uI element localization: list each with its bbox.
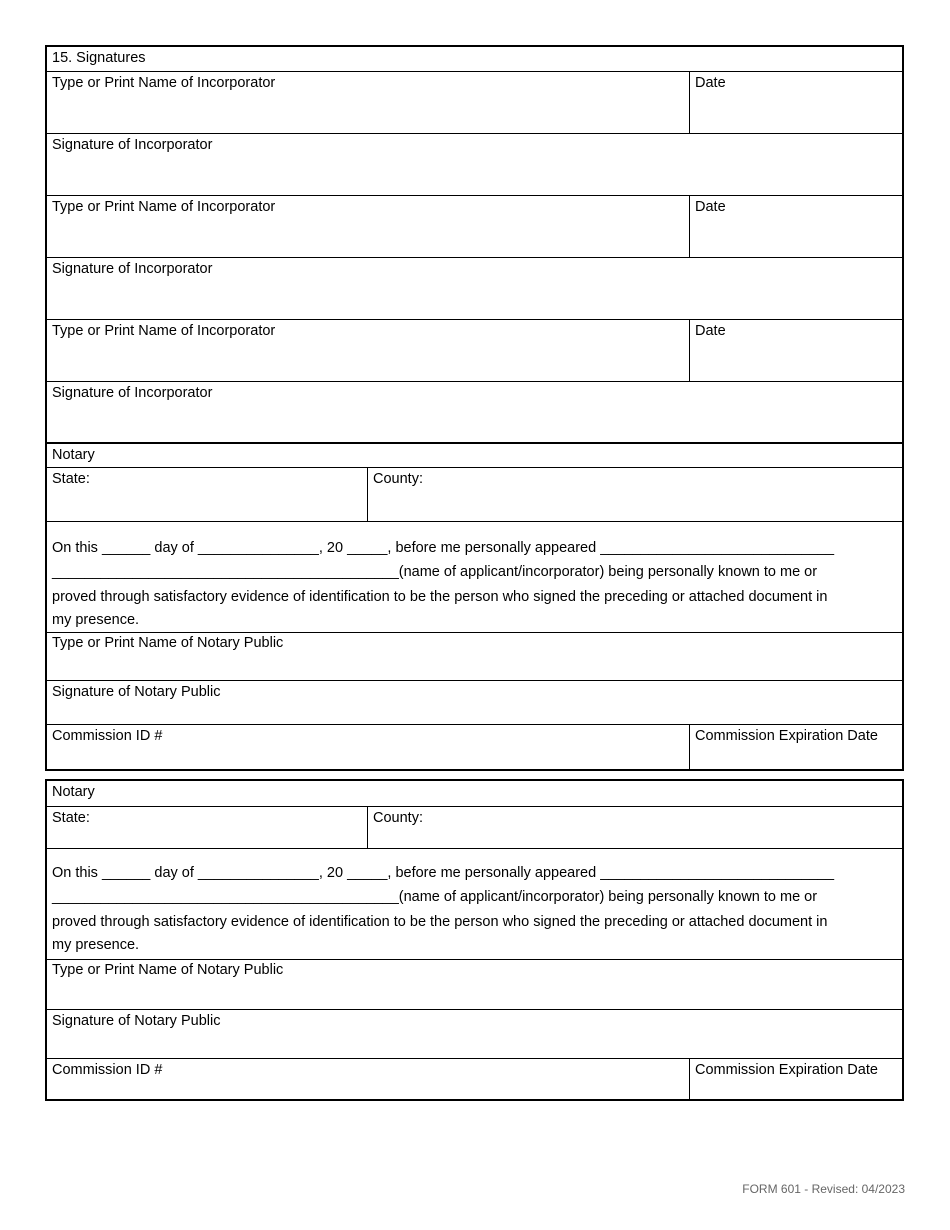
incorporator-signature-field[interactable] xyxy=(47,134,902,195)
state-label: State: xyxy=(52,810,90,826)
commission-row xyxy=(47,1058,902,1099)
notary-name-label: Type or Print Name of Notary Public xyxy=(52,962,284,978)
incorporator-signature-label: Signature of Incorporator xyxy=(52,137,213,153)
date-label: Date xyxy=(695,199,726,215)
notary-signature-label: Signature of Notary Public xyxy=(52,684,221,700)
commission-expiration-label: Commission Expiration Date xyxy=(695,1062,878,1078)
notary-signature-label: Signature of Notary Public xyxy=(52,1013,221,1029)
notary-location-row xyxy=(47,806,902,848)
commission-expiration-field[interactable] xyxy=(689,725,902,769)
commission-expiration-label: Commission Expiration Date xyxy=(695,728,878,744)
notary-signature-row xyxy=(47,1009,902,1058)
acknowledgment-line: my presence. xyxy=(52,611,140,628)
incorporator-name-label: Type or Print Name of Incorporator xyxy=(52,323,276,339)
notary-location-row xyxy=(47,467,902,521)
notary-title: Notary xyxy=(47,442,902,467)
notary-state-field[interactable] xyxy=(47,807,367,848)
acknowledgment-line: my presence. xyxy=(52,936,140,953)
incorporator-date-field[interactable] xyxy=(689,320,902,381)
notary-name-label: Type or Print Name of Notary Public xyxy=(52,635,284,651)
section-title: 15. Signatures xyxy=(52,50,146,66)
signatures-section xyxy=(45,45,904,771)
notary-acknowledgment xyxy=(47,521,902,632)
acknowledgment-line: proved through satisfactory evidence of identification to be the person who signed the preceding or attached document in xyxy=(52,913,828,930)
state-label: State: xyxy=(52,471,90,487)
form-revision-label: FORM 601 - Revised: 04/2023 xyxy=(742,1182,905,1196)
commission-id-field[interactable] xyxy=(47,1059,689,1099)
acknowledgment-line: ___________________________________________(name of applicant/incorporator) being personally known to me or xyxy=(52,889,818,906)
notary-county-field[interactable] xyxy=(367,468,902,521)
commission-id-field[interactable] xyxy=(47,725,689,769)
county-label: County: xyxy=(373,471,423,487)
incorporator-name-row xyxy=(47,195,902,257)
notary-signature-field[interactable] xyxy=(47,1010,902,1058)
notary-acknowledgment xyxy=(47,848,902,959)
notary-name-field[interactable] xyxy=(47,633,902,680)
incorporator-date-field[interactable] xyxy=(689,72,902,133)
notary-signature-row xyxy=(47,680,902,724)
commission-row xyxy=(47,724,902,769)
notary-name-row xyxy=(47,632,902,680)
incorporator-signature-row xyxy=(47,133,902,195)
acknowledgment-line: ___________________________________________(name of applicant/incorporator) being personally known to me or xyxy=(52,564,818,581)
incorporator-signature-field[interactable] xyxy=(47,258,902,319)
notary-county-field[interactable] xyxy=(367,807,902,848)
incorporator-signature-field[interactable] xyxy=(47,382,902,442)
date-label: Date xyxy=(695,323,726,339)
incorporator-name-field[interactable] xyxy=(47,72,689,133)
commission-id-label: Commission ID # xyxy=(52,728,163,744)
commission-id-label: Commission ID # xyxy=(52,1062,163,1078)
notary-name-field[interactable] xyxy=(47,960,902,1009)
date-label: Date xyxy=(695,75,726,91)
incorporator-date-field[interactable] xyxy=(689,196,902,257)
incorporator-name-field[interactable] xyxy=(47,196,689,257)
notary-signature-field[interactable] xyxy=(47,681,902,724)
incorporator-name-label: Type or Print Name of Incorporator xyxy=(52,199,276,215)
acknowledgment-line: On this ______ day of _______________, 20 _____, before me personally appeared _____________________________ xyxy=(52,865,835,881)
incorporator-signature-label: Signature of Incorporator xyxy=(52,261,213,277)
notary-state-field[interactable] xyxy=(47,468,367,521)
incorporator-name-field[interactable] xyxy=(47,320,689,381)
incorporator-signature-row xyxy=(47,381,902,442)
incorporator-signature-label: Signature of Incorporator xyxy=(52,385,213,401)
acknowledgment-line: proved through satisfactory evidence of identification to be the person who signed the preceding or attached document in xyxy=(52,588,828,605)
incorporator-name-row xyxy=(47,71,902,133)
incorporator-signature-row xyxy=(47,257,902,319)
incorporator-name-label: Type or Print Name of Incorporator xyxy=(52,75,276,91)
commission-expiration-field[interactable] xyxy=(689,1059,902,1099)
notary-name-row xyxy=(47,959,902,1009)
county-label: County: xyxy=(373,810,423,826)
incorporator-name-row xyxy=(47,319,902,381)
second-notary-section xyxy=(45,779,904,1101)
acknowledgment-line: On this ______ day of _______________, 20 _____, before me personally appeared _____________________________ xyxy=(52,540,835,556)
notary-title: Notary xyxy=(52,784,95,800)
